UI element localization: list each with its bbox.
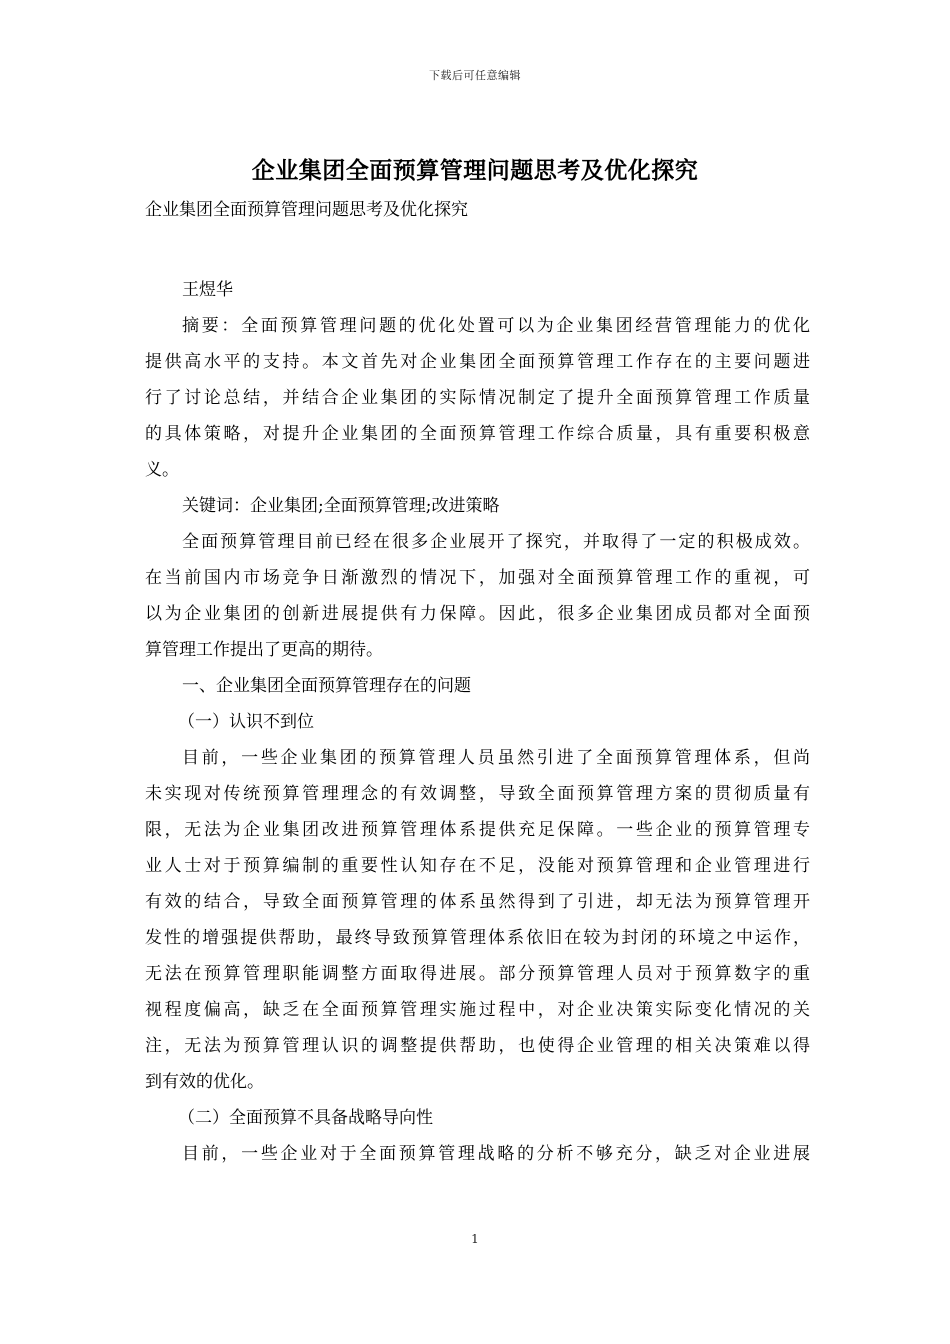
- abstract-line: 提供高水平的支持。本文首先对企业集团全面预算管理工作存在的主要问题进: [145, 352, 810, 372]
- intro-line: 以为企业集团的创新进展提供有力保障。因此，很多企业集团成员都对全面预: [145, 604, 810, 624]
- subsection-heading: （一）认识不到位: [178, 712, 314, 732]
- intro-line: 在当前国内市场竞争日渐激烈的情况下，加强对全面预算管理工作的重视，可: [145, 568, 810, 588]
- page-number: 1: [471, 1232, 479, 1246]
- author: 王煜华: [182, 280, 233, 300]
- keywords: 关键词：企业集团;全面预算管理;改进策略: [182, 496, 500, 516]
- paragraph-line: 未实现对传统预算管理理念的有效调整，导致全面预算管理方案的贯彻质量有: [145, 784, 810, 804]
- subtitle: 企业集团全面预算管理问题思考及优化探究: [145, 200, 468, 220]
- abstract-line: 行了讨论总结，并结合企业集团的实际情况制定了提升全面预算管理工作质量: [145, 388, 810, 408]
- blank-line: [145, 228, 810, 272]
- paragraph-line: 视程度偏高，缺乏在全面预算管理实施过程中，对企业决策实际变化情况的关: [145, 1000, 810, 1020]
- document-body: [145, 192, 810, 1172]
- paragraph-line: 无法在预算管理职能调整方面取得进展。部分预算管理人员对于预算数字的重: [145, 964, 810, 984]
- paragraph-line: 目前，一些企业对于全面预算管理战略的分析不够充分，缺乏对企业进展: [182, 1144, 810, 1164]
- intro-line: 算管理工作提出了更高的期待。: [145, 640, 383, 660]
- paragraph-line: 目前，一些企业集团的预算管理人员虽然引进了全面预算管理体系，但尚: [182, 748, 810, 768]
- paragraph-line: 注，无法为预算管理认识的调整提供帮助，也使得企业管理的相关决策难以得: [145, 1036, 810, 1056]
- abstract-line: 义。: [145, 460, 179, 480]
- paragraph-line: 发性的增强提供帮助，最终导致预算管理体系依旧在较为封闭的环境之中运作，: [145, 928, 810, 948]
- paragraph-line: 有效的结合，导致全面预算管理的体系虽然得到了引进，却无法为预算管理开: [145, 892, 810, 912]
- paragraph-line: 到有效的优化。: [145, 1072, 264, 1092]
- header-note: 下载后可任意编辑: [429, 69, 521, 82]
- abstract-line: 摘要：全面预算管理问题的优化处置可以为企业集团经营管理能力的优化: [182, 316, 810, 336]
- paragraph-line: 业人士对于预算编制的重要性认知存在不足，没能对预算管理和企业管理进行: [145, 856, 810, 876]
- subsection-heading: （二）全面预算不具备战略导向性: [178, 1108, 433, 1128]
- paragraph-line: 限，无法为企业集团改进预算管理体系提供充足保障。一些企业的预算管理专: [145, 820, 810, 840]
- document-title: 企业集团全面预算管理问题思考及优化探究: [251, 157, 699, 184]
- abstract-line: 的具体策略，对提升企业集团的全面预算管理工作综合质量，具有重要积极意: [145, 424, 810, 444]
- section-heading: 一、企业集团全面预算管理存在的问题: [182, 676, 471, 696]
- intro-line: 全面预算管理目前已经在很多企业展开了探究，并取得了一定的积极成效。: [182, 532, 810, 552]
